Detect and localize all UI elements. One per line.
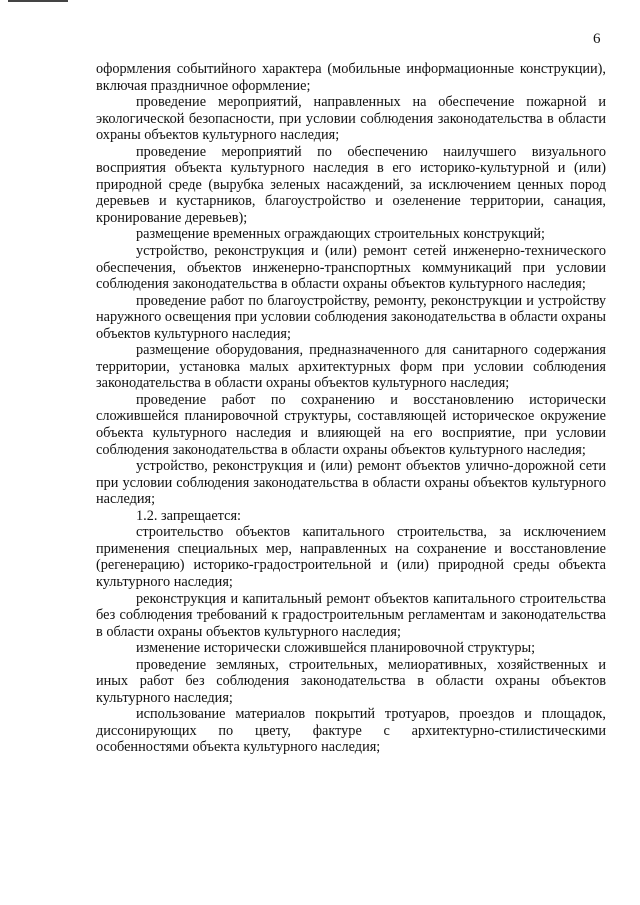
paragraph: проведение работ по сохранению и восстановлению исторически сложившейся планировочной структуры, составляющей историческое окружение объекта культурного наследия и влияющей на его восприятие, при условии соблюдения законодательства в области охраны объектов культурного наследия; (96, 391, 606, 458)
paragraph: проведение мероприятий по обеспечению наилучшего визуального восприятия объекта культурного наследия в его историко-культурной и (или) природной среде (вырубка зеленых насаждений, за исключением ценных пород деревьев и кустарников, благоустройство и озеленение территории, санация, кронирование деревьев); (96, 143, 606, 226)
paragraph: использование материалов покрытий тротуаров, проездов и площадок, диссонирующих по цвету, фактуре с архитектурно-стилистическими особенностями объекта культурного наследия; (96, 706, 606, 756)
document-body (96, 61, 606, 756)
paragraph: проведение земляных, строительных, мелиоративных, хозяйственных и иных работ без соблюдения законодательства в области охраны объектов культурного наследия; (96, 656, 606, 706)
page-number: 6 (593, 31, 601, 47)
paragraph: изменение исторически сложившейся планировочной структуры; (136, 640, 536, 657)
paragraph: устройство, реконструкция и (или) ремонт сетей инженерно-технического обеспечения, объектов инженерно-транспортных коммуникаций при условии соблюдения законодательства в области охраны объектов культурного наследия; (96, 243, 606, 293)
paragraph: реконструкция и капитальный ремонт объектов капитального строительства без соблюдения требований к градостроительным регламентам и законодательства в области охраны объектов культурного наследия; (96, 590, 606, 640)
paragraph: устройство, реконструкция и (или) ремонт объектов улично-дорожной сети при условии соблюдения законодательства в области охраны объектов культурного наследия; (96, 458, 606, 508)
paragraph: проведение мероприятий, направленных на обеспечение пожарной и экологической безопасности, при условии соблюдения законодательства в области охраны объектов культурного наследия; (96, 94, 606, 144)
paragraph: размещение временных ограждающих строительных конструкций; (136, 226, 545, 243)
paragraph: оформления событийного характера (мобильные информационные конструкции), включая праздничное оформление; (96, 61, 606, 94)
section-heading: 1.2. запрещается: (136, 507, 241, 524)
paragraph: проведение работ по благоустройству, ремонту, реконструкции и устройству наружного освещения при условии соблюдения законодательства в области охраны объектов культурного наследия; (96, 292, 606, 342)
paragraph: размещение оборудования, предназначенного для санитарного содержания территории, установка малых архитектурных форм при условии соблюдения законодательства в области охраны объектов культурного наследия; (96, 342, 606, 392)
paragraph: строительство объектов капитального строительства, за исключением применения специальных мер, направленных на сохранение и восстановление (регенерацию) историко-градостроительной и (или) природной среды объекта культурного наследия; (96, 524, 606, 590)
top-rule (8, 0, 68, 2)
